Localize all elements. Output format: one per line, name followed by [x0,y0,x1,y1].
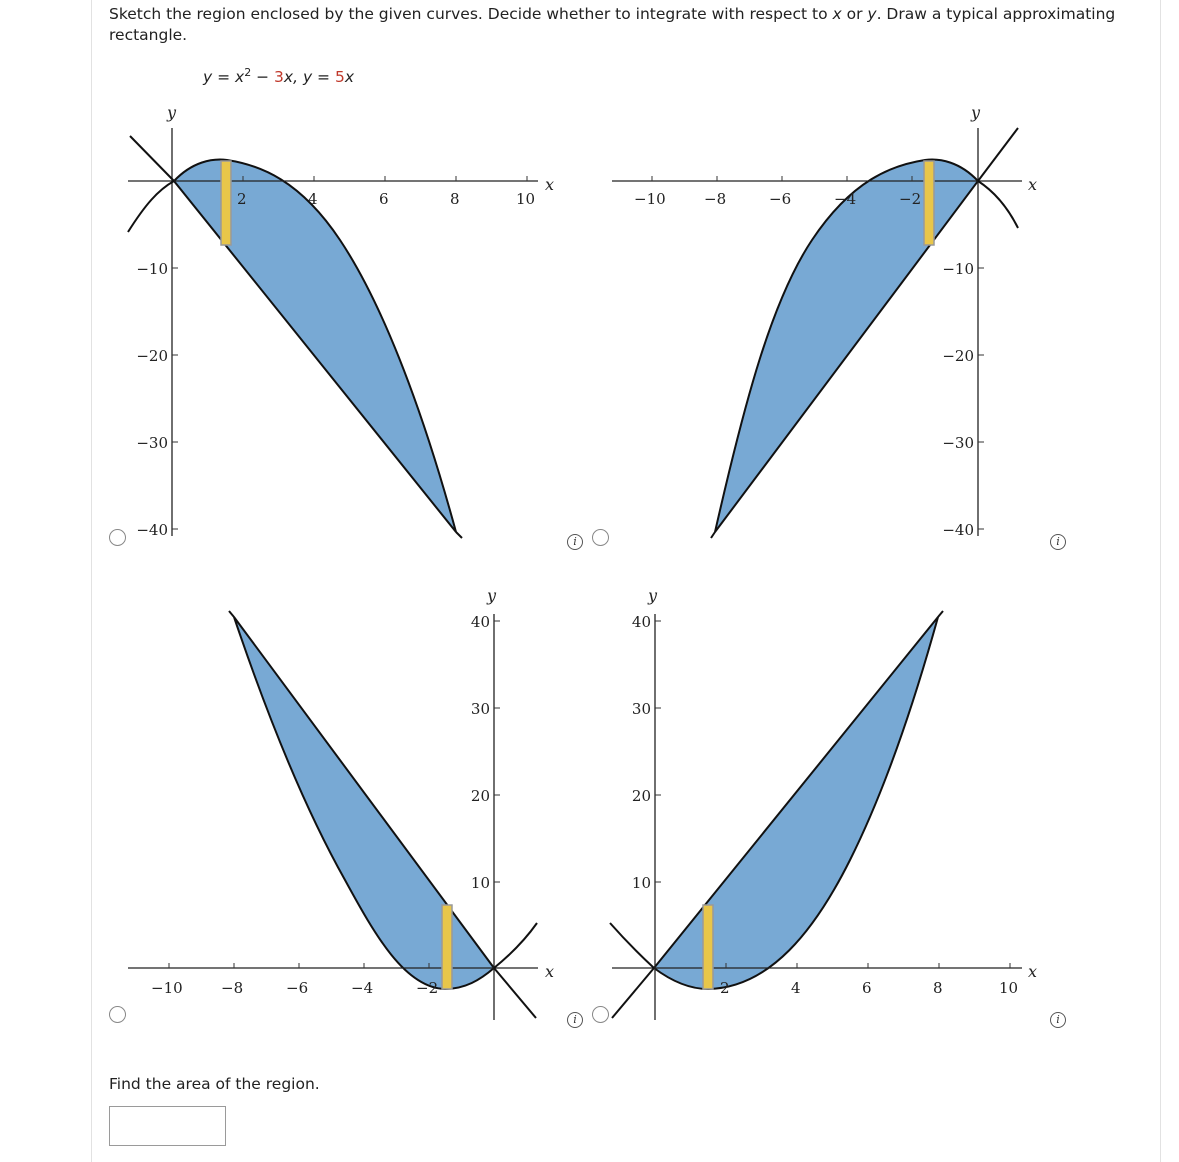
graph-c-xtick: −6 [286,979,309,997]
graph-b-xtick: −10 [634,190,666,208]
choice-c-radio[interactable] [109,1006,126,1023]
graph-d-region-shape [654,617,938,989]
graph-b-ytick: −20 [942,347,974,365]
graph-d-approx-rectangle [703,905,713,989]
info-icon[interactable]: i [1050,534,1066,550]
info-icon[interactable]: i [567,534,583,550]
graph-c-ytick: 20 [470,787,490,805]
graph-d-x-label: x [1028,962,1038,981]
graph-a-ytick: −20 [136,347,168,365]
graph-b-line [978,128,1018,181]
graph-a-xtick: 4 [308,190,318,208]
given-curves: $y = x^2 - 3x$, y = 5x [203,66,355,87]
graph-b-xtick: −4 [834,190,857,208]
graph-d-xtick: 2 [720,979,730,997]
graph-a-ytick: −10 [136,260,168,278]
graph-b-region-shape [715,160,978,532]
graph-b-parabola [978,181,1018,228]
graph-a-line [130,136,174,181]
graph-c-xtick: −8 [221,979,244,997]
graph-c-y-label: y [487,586,497,605]
area-answer-input[interactable] [109,1106,226,1146]
graph-b-ytick: −40 [942,521,974,539]
graph-c-xtick: −2 [416,979,439,997]
graph-b-ytick: −10 [942,260,974,278]
graph-d-ytick: 20 [631,787,651,805]
graph-a-approx-rectangle [221,161,231,245]
graph-c-parabola [494,923,537,968]
choice-a-radio[interactable] [109,529,126,546]
area-prompt: Find the area of the region. [109,1075,320,1093]
graph-b-xtick: −6 [769,190,792,208]
graph-d [610,586,1037,1020]
graph-c [128,586,554,1020]
graph-d-xtick: 6 [862,979,872,997]
graph-a-x-label: x [545,175,555,194]
graph-b-y-label: y [971,103,981,122]
graph-a-ytick: −40 [136,521,168,539]
graph-b-ytick: −30 [942,434,974,452]
info-icon[interactable]: i [1050,1012,1066,1028]
choice-d-radio[interactable] [592,1006,609,1023]
graph-c-region-shape [234,617,494,989]
graph-c-xtick: −4 [351,979,374,997]
choice-b-radio[interactable] [592,529,609,546]
graph-c-xtick: −10 [151,979,183,997]
graph-d-ytick: 40 [631,613,651,631]
graph-a-ytick: −30 [136,434,168,452]
graph-c-line [494,968,536,1018]
graph-d-xtick: 8 [933,979,943,997]
graph-c-approx-rectangle [442,905,452,989]
graph-a-xtick: 2 [237,190,247,208]
graph-d-parabola [610,923,654,968]
graph-a-y-label: y [167,103,177,122]
graph-d-ytick: 10 [631,874,651,892]
graph-c-ytick: 10 [470,874,490,892]
graph-b [612,103,1037,539]
graph-d-xtick: 10 [999,979,1019,997]
graph-d-line [612,968,654,1018]
question-text: Sketch the region enclosed by the given curves. Decide whether to integrate with respect to x or y. Draw a typical approximating rectangle. [109,5,1116,44]
graph-b-xtick: −8 [704,190,727,208]
graph-a-parabola [128,181,174,232]
graph-b-approx-rectangle [924,161,934,245]
graph-a-xtick: 8 [450,190,460,208]
graph-d-y-label: y [648,586,658,605]
graph-c-ytick: 30 [470,700,490,718]
graph-d-xtick: 4 [791,979,801,997]
graph-a-region-shape [174,160,456,532]
graph-a [128,103,554,539]
graph-b-x-label: x [1028,175,1038,194]
graph-c-ytick: 40 [470,613,490,631]
graph-b-xtick: −2 [899,190,922,208]
graph-c-x-label: x [545,962,555,981]
graph-a-xtick: 10 [516,190,536,208]
graph-d-ytick: 30 [631,700,651,718]
info-icon[interactable]: i [567,1012,583,1028]
graph-a-xtick: 6 [379,190,389,208]
